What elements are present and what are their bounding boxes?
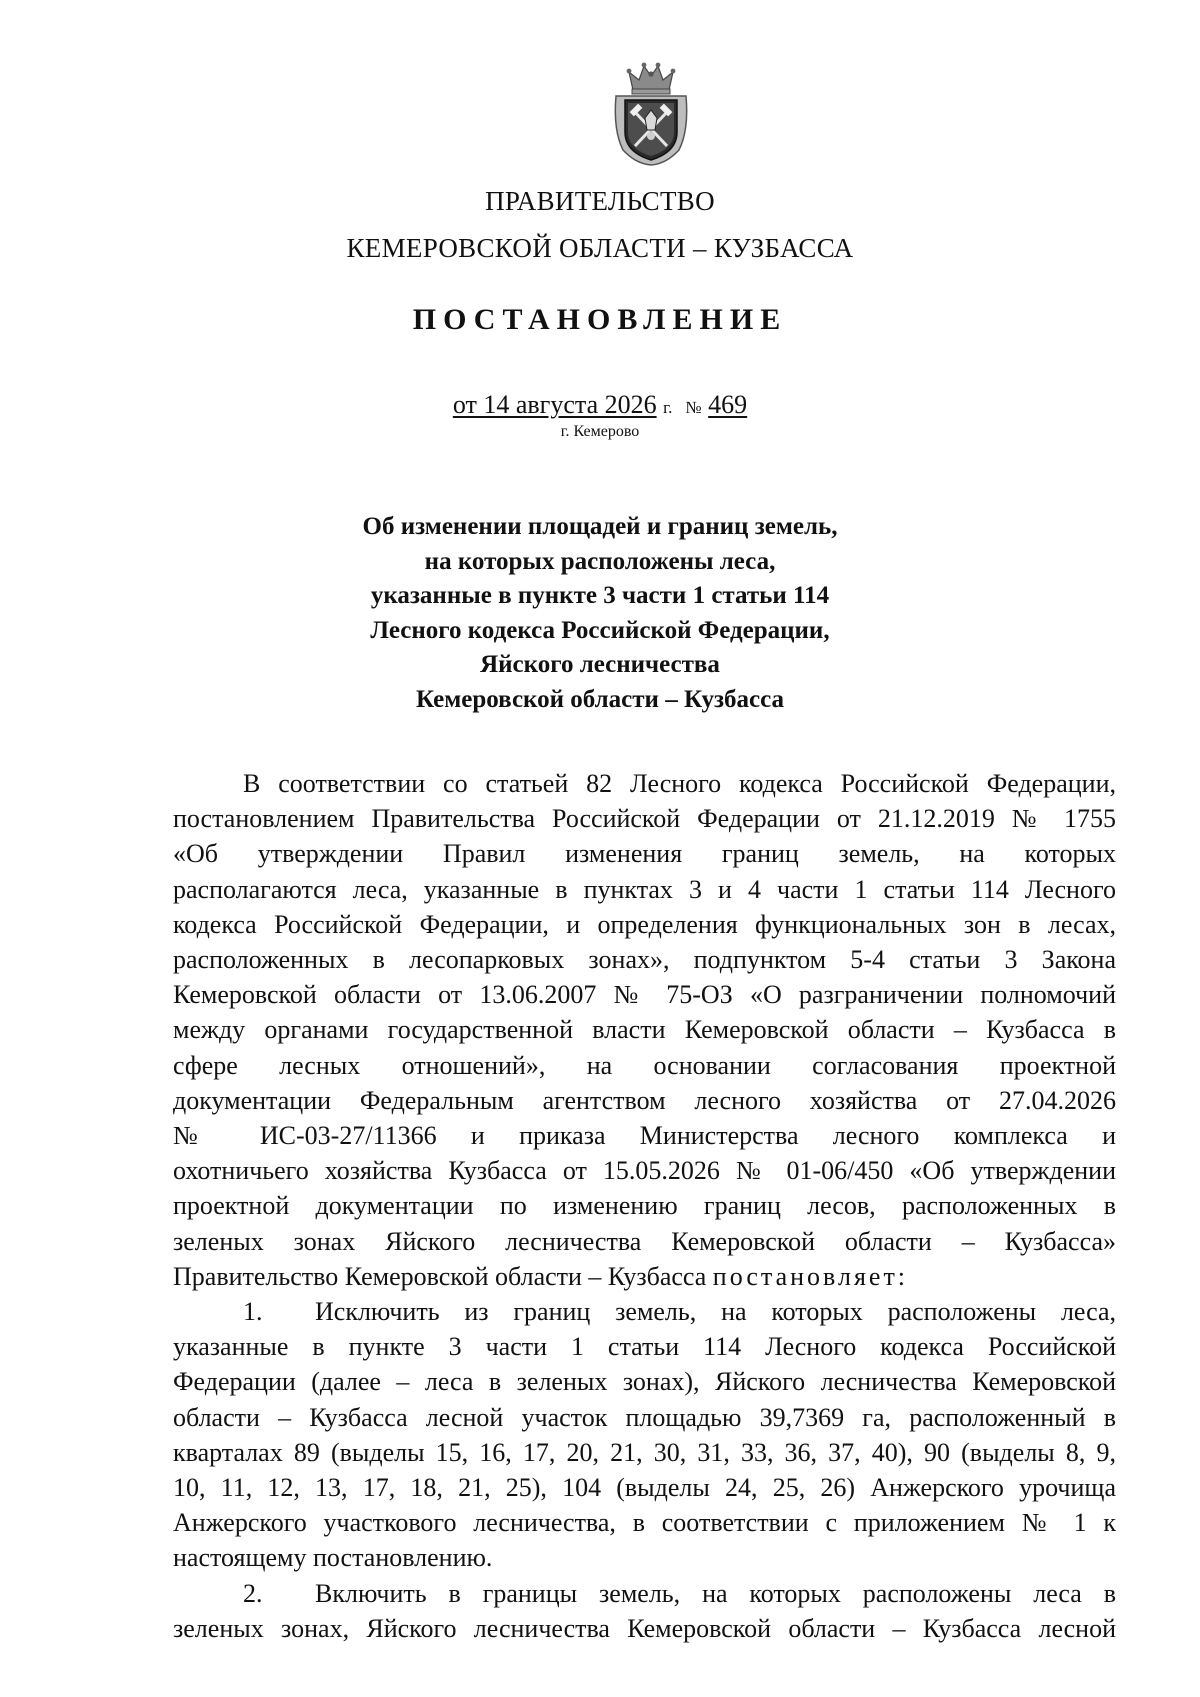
document-type-heading: ПОСТАНОВЛЕНИЕ [412, 303, 788, 336]
item-1-line: Федерации (далее – леса в зеленых зонах), Яйского лесничества Кемеровской [173, 1367, 1116, 1397]
preamble-line: кодекса Российской Федерации, и определения функциональных зон в лесах, [173, 909, 1116, 939]
kuzbass-coat-of-arms-icon [611, 60, 691, 166]
item-1-number: 1. [243, 1297, 263, 1327]
preamble-last-prefix: Правительство Кемеровской области – Кузбасса [173, 1261, 707, 1291]
document-date: от 14 августа 2026 [452, 390, 657, 419]
document-number: 469 [708, 390, 748, 419]
date-year-suffix: г. [663, 398, 673, 417]
decree-verb: постановляет: [712, 1261, 909, 1291]
document-city: г. Кемерово [560, 423, 640, 440]
number-label: № [685, 398, 702, 417]
preamble-line: В соответствии со статьей 82 Лесного кодекса Российской Федерации, [243, 769, 1116, 798]
government-name-line2: КЕМЕРОВСКОЙ ОБЛАСТИ – КУЗБАССА [346, 233, 854, 263]
item-1-line: указанные в пункте 3 части 1 статьи 114 Лесного кодекса Российской [173, 1332, 1116, 1362]
item-2-first-line [173, 1576, 1116, 1611]
item-1-line: настоящему постановлению. [173, 1543, 493, 1573]
item-2-line: Включить в границы земель, на которых расположены леса в [315, 1578, 1116, 1608]
preamble-line: располагаются леса, указанные в пунктах 3 и 4 части 1 статьи 114 Лесного [173, 874, 1116, 904]
title-line: Кемеровской области – Кузбасса [415, 685, 785, 713]
item-2-line: зеленых зонах, Яйского лесничества Кемеровской области – Кузбасса лесной [173, 1613, 1116, 1643]
title-line: указанные в пункте 3 части 1 статьи 114 [370, 582, 830, 609]
item-1-first-line [173, 1294, 1116, 1329]
preamble-line: охотничьего хозяйства Кузбасса от 15.05.2026 № 01-06/450 «Об утверждении [173, 1156, 1116, 1186]
preamble-line: № ИС-03-27/11366 и приказа Министерства лесного комплекса и [173, 1121, 1116, 1151]
preamble-line: зеленых зонах Яйского лесничества Кемеровской области – Кузбасса» [173, 1226, 1116, 1256]
title-line: Об изменении площадей и границ земель, [362, 513, 838, 540]
preamble-line: «Об утверждении Правил изменения границ земель, на которых [173, 839, 1116, 869]
item-2-number: 2. [243, 1578, 263, 1608]
item-1-line: Исключить из границ земель, на которых расположены леса, [315, 1297, 1116, 1327]
preamble-line: проектной документации по изменению границ лесов, расположенных в [173, 1191, 1116, 1221]
preamble-line: между органами государственной власти Кемеровской области – Кузбасса в [173, 1015, 1116, 1045]
preamble-line: документации Федеральным агентством лесного хозяйства от 27.04.2026 [173, 1085, 1116, 1115]
preamble-line: Кемеровской области от 13.06.2007 № 75-ОЗ «О разграничении полномочий [173, 980, 1116, 1010]
document-body [173, 766, 1116, 1646]
document-date-number [0, 390, 1200, 420]
item-1-line: области – Кузбасса лесной участок площадью 39,7369 га, расположенный в [173, 1402, 1116, 1432]
item-1-line: кварталах 89 (выделы 15, 16, 17, 20, 21, 30, 31, 33, 36, 37, 40), 90 (выделы 8, 9, [173, 1437, 1116, 1467]
title-line: на которых расположены леса, [424, 547, 776, 575]
preamble-last-line [173, 1259, 1116, 1294]
preamble-line: расположенных в лесопарковых зонах», подпунктом 5-4 статьи 3 Закона [173, 945, 1116, 975]
preamble-line: сфере лесных отношений», на основании согласования проектной [173, 1050, 1116, 1080]
title-line: Лесного кодекса Российской Федерации, [370, 616, 830, 644]
preamble-line: постановлением Правительства Российской Федерации от 21.12.2019 № 1755 [173, 804, 1116, 834]
document-title [0, 510, 1200, 717]
item-1-line: 10, 11, 12, 13, 17, 18, 21, 25), 104 (выделы 24, 25, 26) Анжерского урочища [173, 1473, 1116, 1503]
title-line: Яйского лесничества [480, 651, 720, 678]
government-name-line1: ПРАВИТЕЛЬСТВО [485, 186, 715, 216]
item-1-line: Анжерского участкового лесничества, в соответствии с приложением № 1 к [173, 1508, 1116, 1538]
